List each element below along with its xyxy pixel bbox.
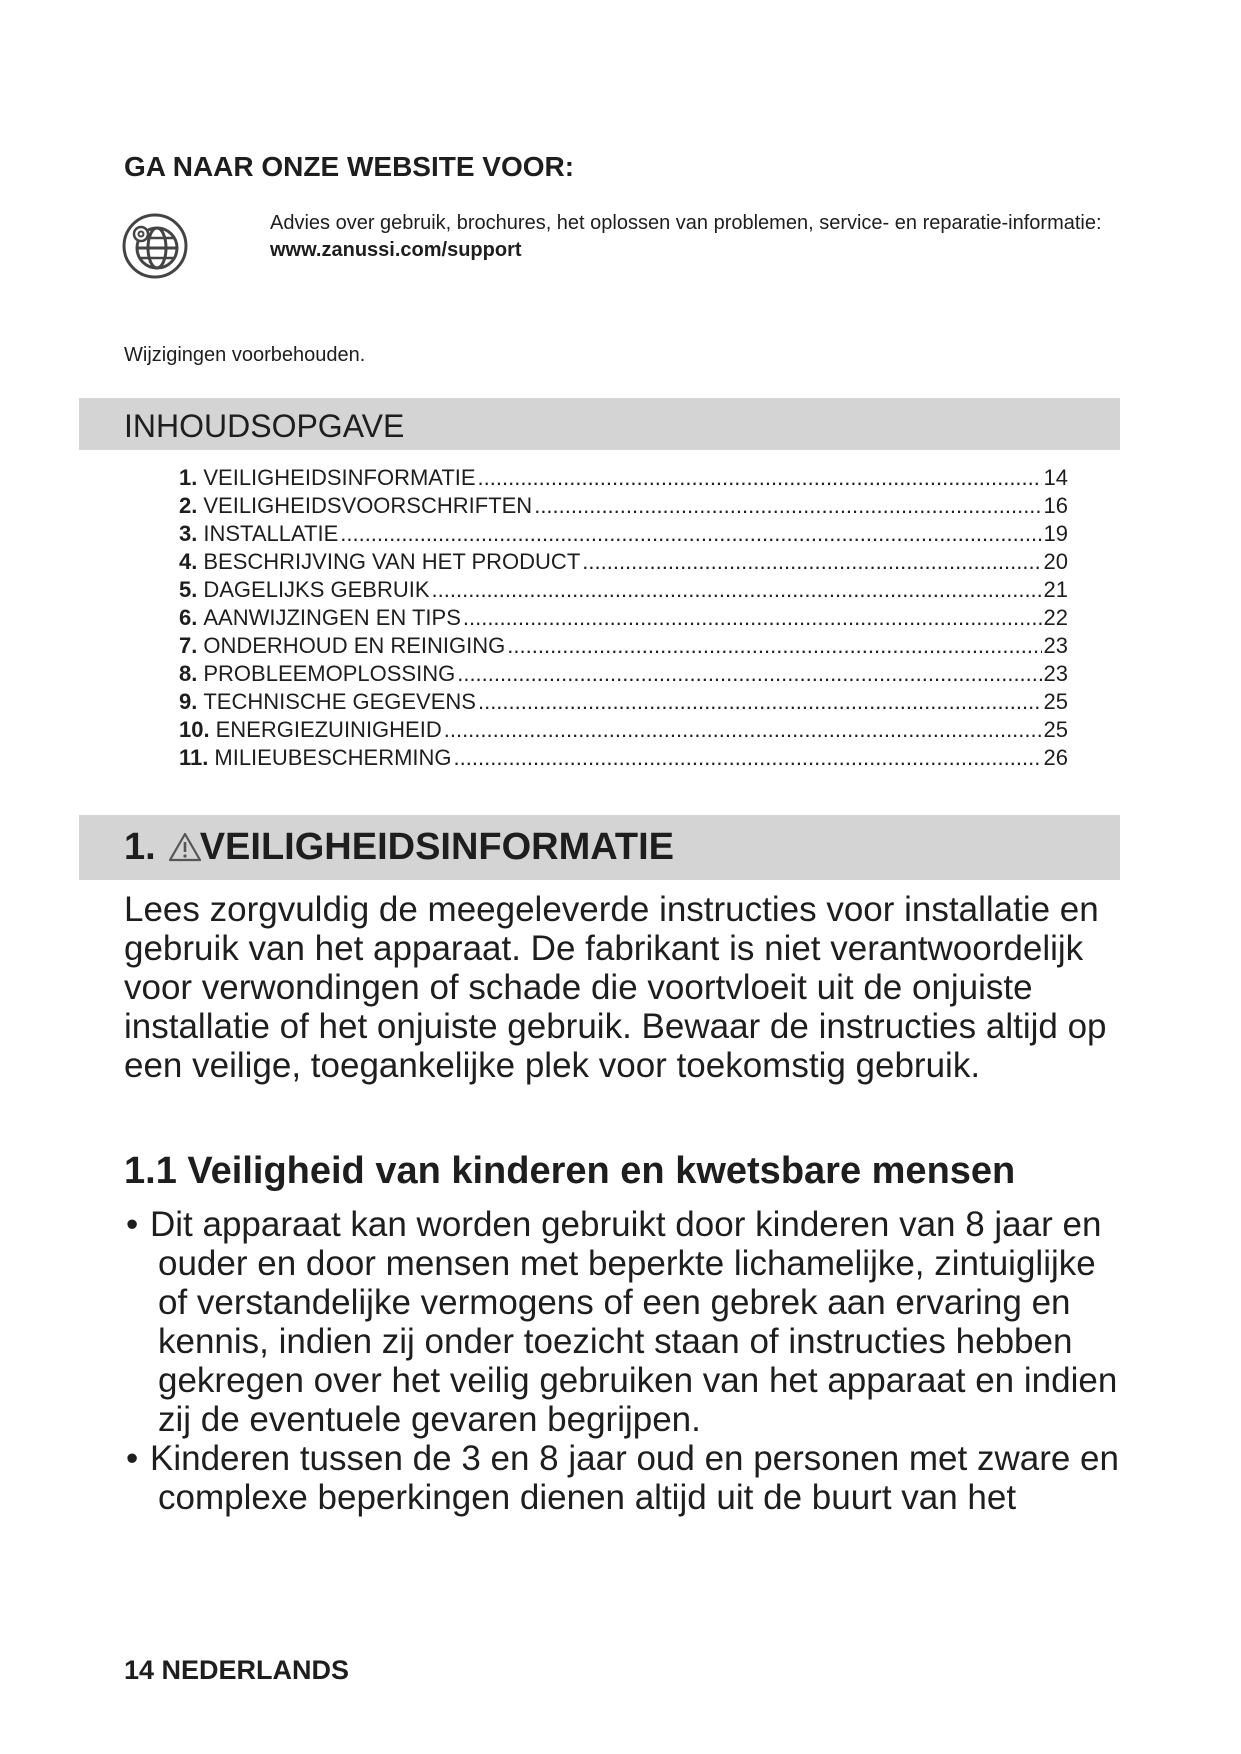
toc-leader [444,716,1042,744]
toc-leader [432,576,1042,604]
toc-item-number: 2. [179,493,198,518]
toc-item[interactable] [179,604,1068,632]
toc-item-number: 1. [179,465,198,490]
toc-leader [507,632,1041,660]
toc-item-page: 22 [1043,605,1068,630]
toc-item-page: 23 [1043,661,1068,686]
toc-item-page: 16 [1043,493,1068,518]
toc-item-label: INSTALLATIE [203,521,339,546]
toc-item[interactable] [179,520,1068,548]
toc-item-number: 4. [179,549,198,574]
toc-item-number: 11. [179,745,209,770]
toc-item-page: 25 [1043,689,1068,714]
toc-item-number: 3. [179,521,198,546]
toc-item[interactable] [179,492,1068,520]
table-of-contents [179,464,1068,772]
toc-item-label: AANWIJZINGEN EN TIPS [203,605,461,630]
toc-item-page: 20 [1043,549,1068,574]
toc-title: INHOUDSOPGAVE [124,408,405,444]
section-number: 1. [124,826,156,868]
toc-leader [478,688,1042,716]
toc-item[interactable] [179,688,1068,716]
subsection-title: 1.1 Veiligheid van kinderen en kwetsbare mensen [124,1150,1016,1192]
section-heading-text: VEILIGHEIDSINFORMATIE [199,826,675,868]
toc-leader [534,492,1041,520]
toc-item-label: BESCHRIJVING VAN HET PRODUCT [203,549,581,574]
toc-item-number: 10. [179,717,210,742]
toc-item-number: 6. [179,605,198,630]
toc-item-page: 26 [1043,745,1068,770]
list-item: • Dit apparaat kan worden gebruikt door kinderen van 8 jaar en ouder en door mensen met beperkte lichamelijke, zintuiglijke of verstandelijke vermogens of een gebrek aan ervaring en kennis, indien zij onder toezicht staan of instructies hebben gekregen over het veilig gebruiken van het apparaat en indien zij de eventuele gevaren begrijpen. [124,1205,1124,1439]
toc-leader [582,548,1041,576]
toc-item-number: 5. [179,577,198,602]
page-footer: 14 NEDERLANDS [124,1655,350,1685]
toc-item-label: ONDERHOUD EN REINIGING [203,633,506,658]
toc-item-page: 23 [1043,633,1068,658]
toc-item-number: 8. [179,661,198,686]
toc-item[interactable] [179,632,1068,660]
toc-item-label: VEILIGHEIDSVOORSCHRIFTEN [203,493,533,518]
warning-icon [168,832,202,862]
toc-item[interactable] [179,576,1068,604]
toc-item-page: 19 [1043,521,1068,546]
website-heading: GA NAAR ONZE WEBSITE VOOR: [124,151,575,182]
globe-icon [122,213,188,279]
toc-item[interactable] [179,660,1068,688]
toc-item-page: 25 [1043,717,1068,742]
toc-leader [463,604,1042,632]
toc-leader [340,520,1041,548]
toc-item-label: MILIEUBESCHERMING [214,745,452,770]
notice-text: Wijzigingen voorbehouden. [124,344,366,366]
toc-item-label: DAGELIJKS GEBRUIK [203,577,430,602]
intro-paragraph: Lees zorgvuldig de meegeleverde instructies voor installatie en gebruik van het apparaat. De fabrikant is niet verantwoordelijk voor verwondingen of schade die voortvloeit uit de onjuiste installatie of het onjuiste gebruik. Bewaar de instructies altijd op een veilige, toegankelijke plek voor toekomstig gebruik. [124,890,1107,1085]
toc-item[interactable] [179,548,1068,576]
toc-leader [454,744,1042,772]
toc-leader [478,464,1042,492]
toc-item[interactable] [179,744,1068,772]
toc-item[interactable] [179,464,1068,492]
advice-text: Advies over gebruik, brochures, het oplossen van problemen, service- en reparatie-informatie: [270,212,1102,234]
support-link[interactable]: www.zanussi.com/support [270,239,522,261]
section-title [124,822,674,872]
toc-item-label: ENERGIEZUINIGHEID [215,717,442,742]
toc-item-label: VEILIGHEIDSINFORMATIE [203,465,476,490]
toc-item-page: 14 [1043,465,1068,490]
toc-leader [457,660,1041,688]
website-advice [270,210,1130,264]
safety-bullet-list [124,1205,1124,1517]
toc-item-label: PROBLEEMOPLOSSING [203,661,456,686]
toc-item[interactable] [179,716,1068,744]
toc-item-number: 7. [179,633,198,658]
toc-item-page: 21 [1043,577,1068,602]
toc-item-number: 9. [179,689,198,714]
toc-item-label: TECHNISCHE GEGEVENS [203,689,476,714]
list-item: • Kinderen tussen de 3 en 8 jaar oud en personen met zware en complexe beperkingen dienen altijd uit de buurt van het [124,1439,1124,1517]
